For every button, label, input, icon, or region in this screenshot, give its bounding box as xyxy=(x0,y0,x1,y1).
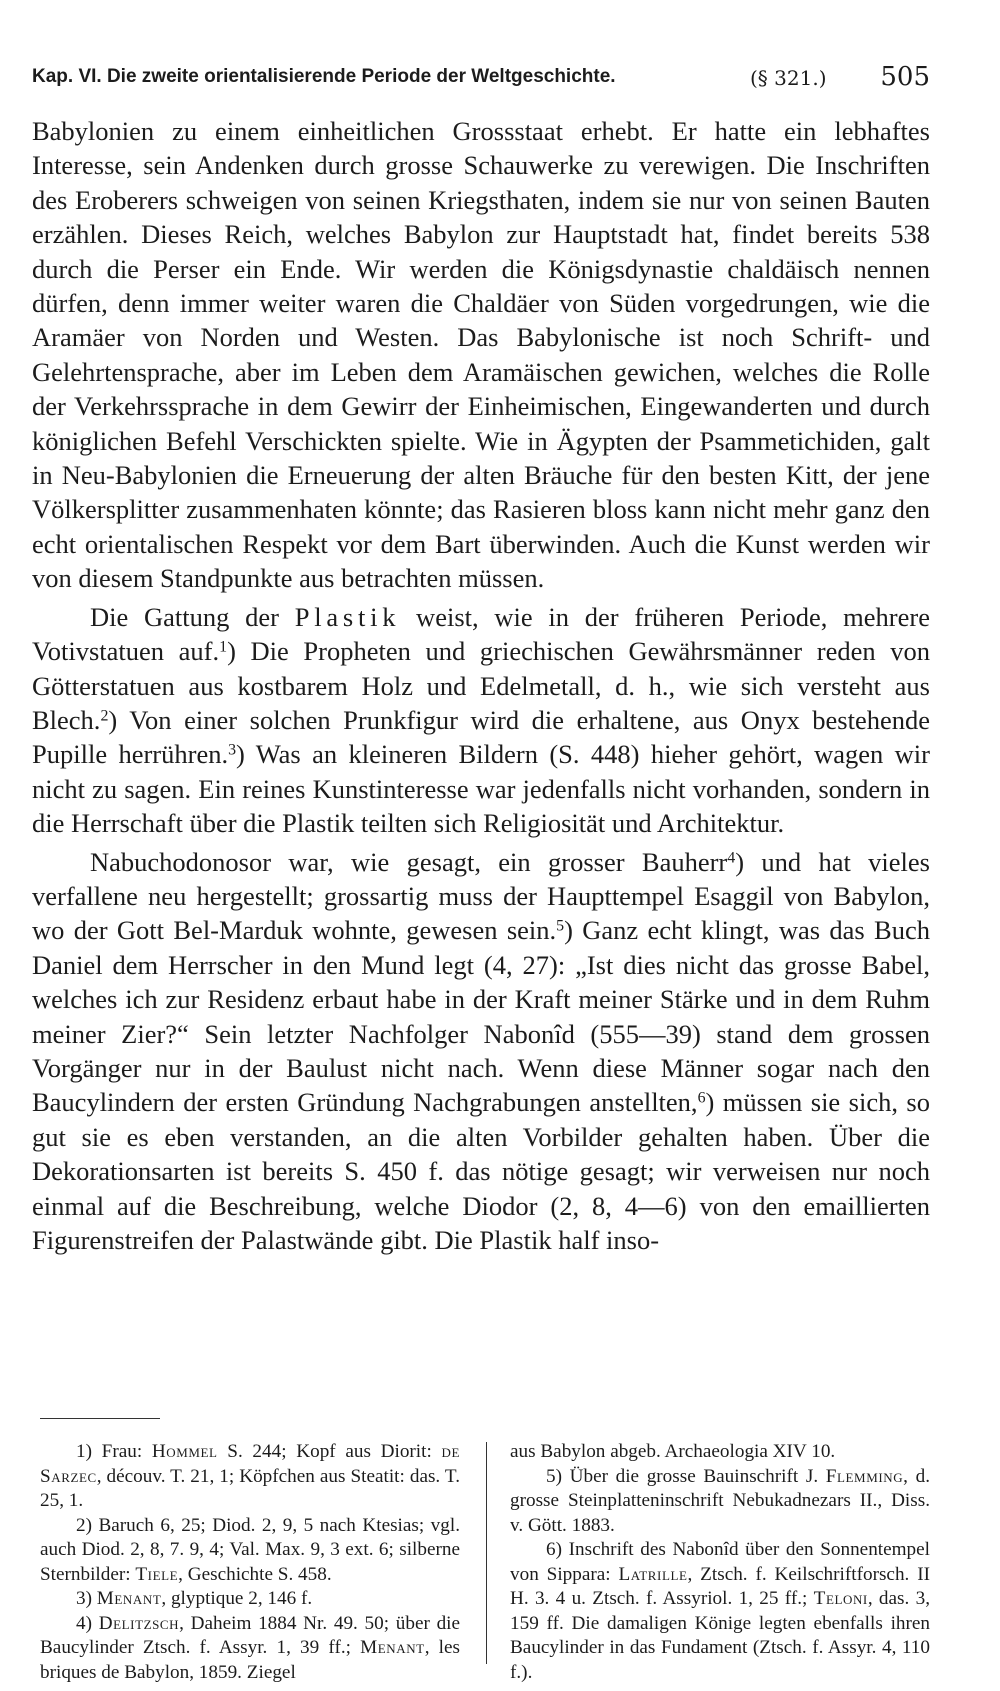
footnotes-left-column xyxy=(40,1440,460,1685)
author-name: Hommel xyxy=(151,1441,218,1462)
author-name: de Sarzec xyxy=(40,1441,460,1487)
footnote-5 xyxy=(510,1465,930,1539)
paragraph-2 xyxy=(32,600,930,841)
footnote-marker: 2 xyxy=(100,707,109,725)
text-run: Nabuchodonosor war, wie gesagt, ein grosser Bauherr xyxy=(90,846,728,877)
author-name: Tiele xyxy=(135,1563,179,1585)
text-run: , Daheim 1884 Nr. 49. 50; über die Baucylinder Ztsch. f. Assyr. 1, 39 ff.; xyxy=(40,1612,461,1658)
author-name: Delitzsch xyxy=(98,1612,180,1634)
text-run: ) Ganz echt klingt, was das Buch Daniel dem Herrscher in den Mund legt (4, 27): „Ist dies nicht das grosse Babel, welches ich zur Residenz erbaut habe in der Kraft meiner Stärke und in dem Ruhm meiner Zier?“ Sein letzter Nachfolger Nabonîd (555—39) stand dem grossen Vorgänger nur in der Baulust nicht nach. Wenn diese Männer sogar nach den Baucylindern der ersten Gründung Nachgrabungen anstellten, xyxy=(32,915,930,1118)
text-run: 5) Über die grosse Bauinschrift J. xyxy=(546,1465,826,1487)
text-run: 1) Frau: xyxy=(76,1441,152,1462)
text-run: 2) Baruch 6, 25; Diod. 2, 9, 5 nach Ktesias; vgl. auch Diod. 2, 8, 7. 9, 4; Val. Max. 9, 3 ext. 6; silberne Sternbilder: xyxy=(40,1514,460,1585)
author-name: Teloni xyxy=(813,1588,868,1609)
text-run: ) Was an kleineren Bildern (S. 448) hieher gehört, wagen wir nicht zu sagen. Ein reines Kunstinteresse war jedenfalls nicht vorhanden, sondern in die Herrschaft über die Plastik teilten sich Religiosität und Architektur. xyxy=(32,739,930,839)
footnote-marker: 3 xyxy=(228,741,237,759)
text-run: Die Gattung der xyxy=(90,601,295,632)
footnote-3 xyxy=(40,1587,460,1612)
footnote-6 xyxy=(510,1538,930,1685)
footnote-4 xyxy=(40,1612,460,1686)
text-run: , das. 3, 159 ff. Die damaligen Könige legten ebenfalls ihren Baucylinder in das Fundament (Ztsch. f. Assyr. 4, 110 f.). xyxy=(510,1588,931,1683)
text-run: , Geschichte S. 458. xyxy=(178,1563,332,1585)
running-header xyxy=(32,62,930,96)
footnote-marker: 4 xyxy=(727,848,736,866)
author-name: Menant xyxy=(360,1637,425,1658)
text-run: ) Die Propheten und griechischen Gewährsmänner reden von Götterstatuen aus kostbarem Holz und Edelmetall, d. h., wie sich versteht aus Blech. xyxy=(32,636,930,735)
footnote-marker: 1 xyxy=(219,638,228,656)
text-run: , glyptique 2, 146 f. xyxy=(161,1588,313,1609)
spaced-term: Plastik xyxy=(294,601,401,632)
footnote-2 xyxy=(40,1514,460,1588)
section-reference: (§ 321.) xyxy=(750,66,827,90)
footnote-4-continued: aus Babylon abgeb. Archaeologia XIV 10. xyxy=(510,1441,836,1462)
page-number: 505 xyxy=(880,62,930,92)
author-name: Latrille xyxy=(618,1563,688,1585)
text-run: , les briques de Babylon, 1859. Ziegel xyxy=(40,1637,460,1683)
footnote-1 xyxy=(40,1440,460,1514)
author-name: Menant xyxy=(96,1588,162,1609)
text-run: 6) Inschrift des Nabonîd über den Sonnentempel von Sippara: xyxy=(510,1539,930,1585)
text-run: 3) xyxy=(76,1588,97,1609)
paragraph-3 xyxy=(32,845,930,1258)
text-run: weist, wie in der früheren Periode, mehrere Votivstatuen auf. xyxy=(32,601,930,667)
footnote-marker: 6 xyxy=(697,1089,706,1107)
text-run: , d. grosse Steinplatteninschrift Nebukadnezars II., Diss. v. Gött. 1883. xyxy=(510,1465,930,1536)
footnote-column-divider xyxy=(486,1442,487,1664)
text-run: ) müssen sie sich, so gut sie es eben verstanden, an die alten Vorbilder gehalten haben. Über die Dekorationsarten ist bereits S. 450 f. das nötige gesagt; wir verweisen nur noch einmal auf die Beschreibung, welche Diodor (2, 8, 4—6) von den emaillierten Figurenstreifen der Palastwände gibt. Die Plastik half inso- xyxy=(32,1087,930,1255)
footnote-marker: 5 xyxy=(556,917,565,935)
author-name: Flemming xyxy=(825,1465,904,1487)
text-run: S. 244; Kopf aus Diorit: xyxy=(217,1441,442,1462)
text-run: ) Von einer solchen Prunkfigur wird die erhaltene, aus Onyx bestehende Pupille herrühren. xyxy=(32,704,930,770)
text-run: ) und hat vieles verfallene neu hergestellt; grossartig muss der Haupttempel Esaggil von Babylon, wo der Gott Bel-Marduk wohnte, gewesen sein. xyxy=(32,846,930,946)
paragraph-1: Babylonien zu einem einheitlichen Grossstaat erhebt. Er hatte ein lebhaftes Interesse, sein Andenken durch grosse Schauwerke zu verewigen. Die Inschriften des Eroberers schweigen von seinen Kriegsthaten, indem sie nur von seinen Bauten erzählen. Dieses Reich, welches Babylon zur Hauptstadt hat, findet bereits 538 durch die Perser ein Ende. Wir werden die Königsdynastie chaldäisch nennen dürfen, denn immer weiter waren die Chaldäer von Süden vorgedrungen, wie die Aramäer von Norden und Westen. Das Babylonische ist noch Schrift- und Gelehrtensprache, aber im Leben dem Aramäischen gewichen, welches die Rolle der Verkehrssprache in dem Gewirr der Einheimischen, Eingewanderten und durch königlichen Befehl Verschickten spielte. Wie in Ägypten der Psammetichiden, galt in Neu-Babylonien die Erneuerung der alten Bräuche für den besten Kitt, der jene Völkersplitter zusammenhaten könnte; das Rasieren bloss kann nicht mehr ganz den echt orientalischen Respekt vor dem Bart überwinden. Auch die Kunst werden wir von diesem Standpunkte aus betrachten müssen. xyxy=(32,116,930,594)
text-run: , Ztsch. f. Keilschriftforsch. II H. 3. 4 u. Ztsch. f. Assyriol. 1, 25 ff.; xyxy=(510,1563,930,1609)
main-text xyxy=(32,114,930,1257)
footnotes-right-column xyxy=(510,1440,930,1685)
text-run: 4) xyxy=(76,1612,99,1634)
text-run: , découv. T. 21, 1; Köpfchen aus Steatit: das. T. 25, 1. xyxy=(40,1465,460,1511)
footnote-rule xyxy=(40,1418,160,1419)
chapter-title: Kap. VI. Die zweite orientalisierende Periode der Weltgeschichte. xyxy=(32,66,616,87)
